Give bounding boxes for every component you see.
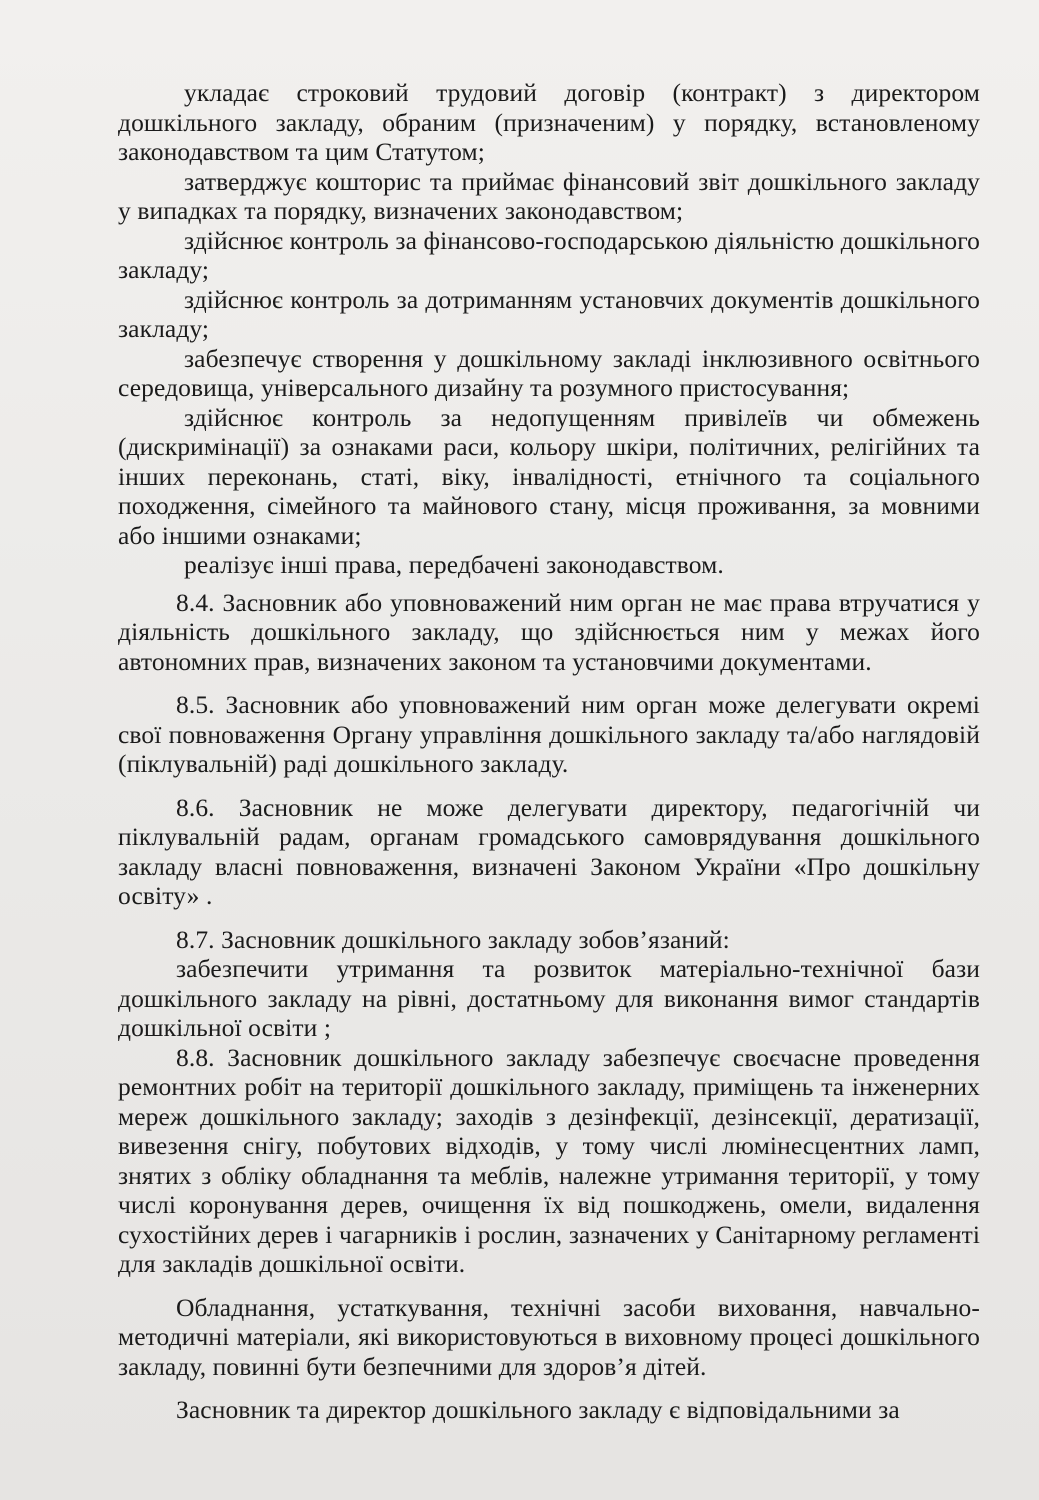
paragraph-founding-docs-control: здійснює контроль за дотриманням установчих документів дошкільного закладу; <box>118 284 980 343</box>
paragraph-8-7: 8.7. Засновник дошкільного закладу зобов’язаний: <box>176 924 730 954</box>
paragraph-other-rights: реалізує інші права, передбачені законодавством. <box>184 550 724 579</box>
paragraph-8-4: 8.4. Засновник або уповноважений ним орган не має права втручатися у діяльність дошкільного закладу, що здійснюється ним у межах його автономних прав, визначених законом та установчими документами. <box>118 587 980 676</box>
paragraph-equipment: Обладнання, устаткування, технічні засоби виховання, навчально-методичні матеріали, які використовуються в виховному процесі дошкільного закладу, повинні бути безпечними для здоров’я дітей. <box>118 1292 980 1381</box>
paragraph-budget: затверджує кошторис та приймає фінансовий звіт дошкільного закладу у випадках та порядку, визначених законодавством; <box>118 166 980 225</box>
paragraph-financial-control: здійснює контроль за фінансово-господарською діяльністю дошкільного закладу; <box>118 225 980 284</box>
paragraph-contract: укладає строковий трудовий договір (контракт) з директором дошкільного закладу, обраним (призначеним) у порядку, встановленому законодавством та цим Статутом; <box>118 78 980 166</box>
paragraph-8-5: 8.5. Засновник або уповноважений ним орган може делегувати окремі свої повноваження Органу управління дошкільного закладу та/або наглядовій (піклувальній) раді дошкільного закладу. <box>118 690 980 778</box>
paragraph-8-8: 8.8. Засновник дошкільного закладу забезпечує своєчасне проведення ремонтних робіт на території дошкільного закладу, приміщень та інженерних мереж дошкільного закладу; заходів з дезінфекції, дезінсекції, дератизації, вивезення снігу, побутових відходів, у тому числі люмінесцентних ламп, знятих з обліку обладнання та меблів, належне утримання території, у тому числі коронування дерев, очищення їх від пошкоджень, омели, видалення сухостійних дерев і чагарників і рослин, зазначених у Санітарному регламенті для закладів дошкільної освіти. <box>118 1042 980 1278</box>
paragraph-8-7-item: забезпечити утримання та розвиток матеріально-технічної бази дошкільного закладу на рівні, достатньому для виконання вимог стандартів дошкільної освіти ; <box>118 954 980 1042</box>
paragraph-inclusive-environment: забезпечує створення у дошкільному закладі інклюзивного освітнього середовища, універсального дизайну та розумного пристосування; <box>118 343 980 402</box>
paragraph-responsibility: Засновник та директор дошкільного закладу є відповідальними за <box>176 1395 900 1424</box>
paragraph-discrimination-control: здійснює контроль за недопущенням привілеїв чи обмежень (дискримінації) за ознаками раси, кольору шкіри, політичних, релігійних та інших переконань, статі, віку, інвалідності, етнічного та соціального походження, сімейного та майнового стану, місця проживання, за мовними або іншими ознаками; <box>118 402 980 550</box>
paragraph-8-6: 8.6. Засновник не може делегувати директору, педагогічній чи піклувальній радам, органам громадського самоврядування дошкільного закладу власні повноваження, визначені Законом України «Про дошкільну освіту» . <box>118 792 980 910</box>
document-body <box>118 78 980 1425</box>
